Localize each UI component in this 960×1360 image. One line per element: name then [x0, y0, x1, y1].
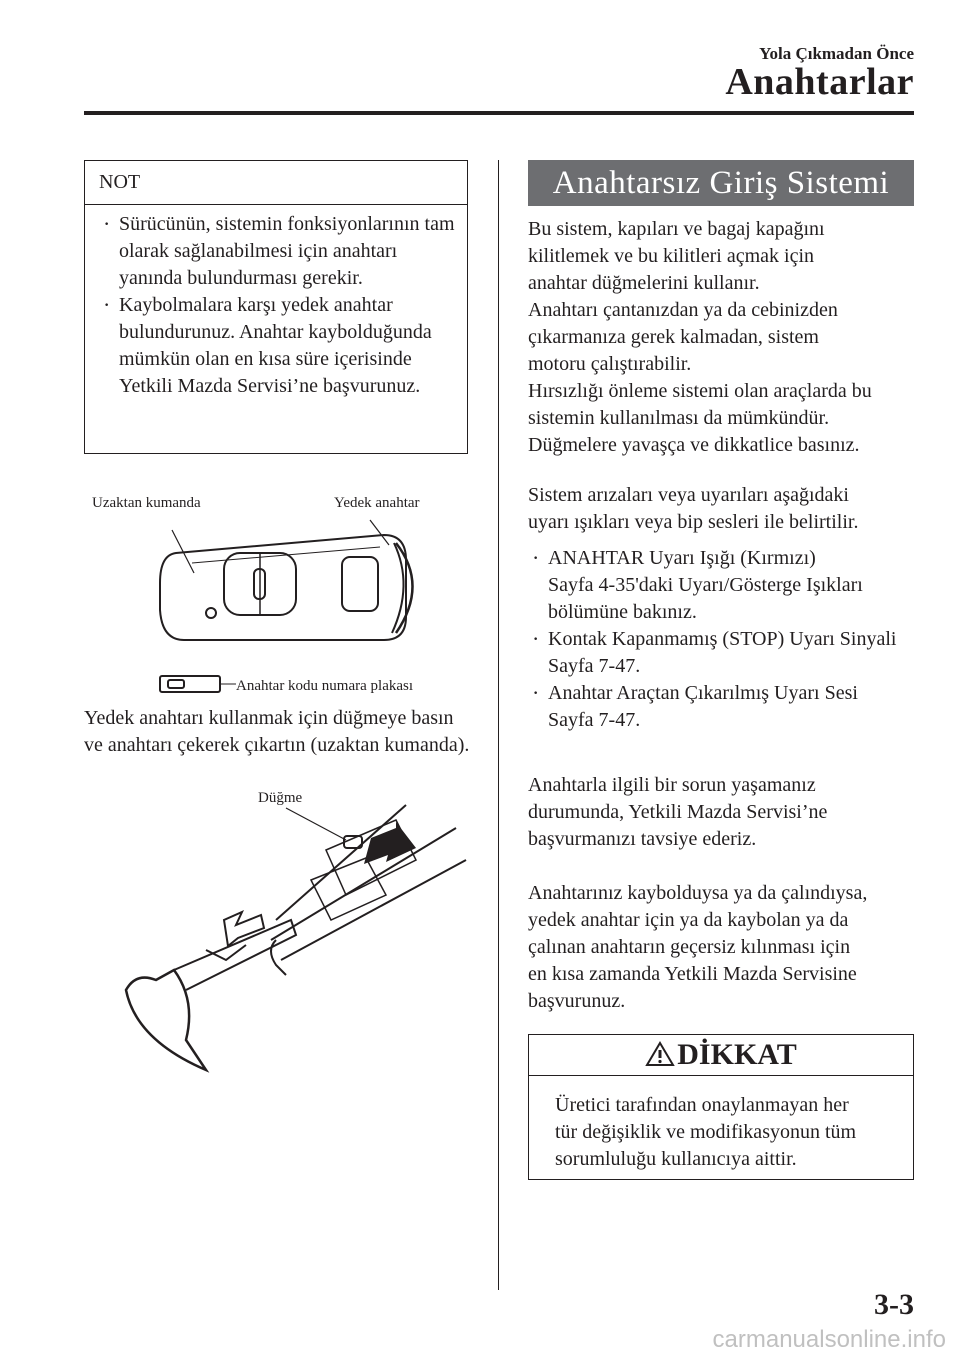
warning-signals-list [528, 545, 914, 734]
problem-paragraph: Anahtarla ilgili bir sorun yaşamanız durumunda, Yetkili Mazda Servisi’ne başvurmanızı tavsiye ederiz. [528, 774, 828, 850]
list-item [528, 626, 914, 680]
caution-body: Üretici tarafından onaylanmayan her tür değişiklik ve modifikasyonun tüm sorumluluğu kullanıcıya aittir. [555, 1094, 857, 1170]
spare-key-removal-illustration [96, 800, 476, 1100]
warning-signals-intro: Sistem arızaları veya uyarıları aşağıdaki uyarı ışıkları veya bip sesleri ile belirtilir. [528, 484, 859, 533]
spare-key-instruction: Yedek anahtarı kullanmak için düğmeye basın ve anahtarı çekerek çıkartın (uzaktan kumanda). [84, 707, 470, 756]
chapter-title: Yola Çıkmadan Önce [759, 44, 914, 63]
label-key-code-plate: Anahtar kodu numara plakası [236, 678, 414, 694]
remote-key-illustration [84, 505, 484, 705]
page-reference-link[interactable]: Sayfa 7-47. [548, 655, 641, 677]
list-item [528, 545, 914, 626]
list-item [528, 680, 914, 734]
label-remote: Uzaktan kumanda [92, 495, 201, 511]
label-button: Düğme [258, 790, 303, 806]
label-spare-key: Yedek anahtar [334, 495, 420, 511]
caution-heading [529, 1035, 913, 1076]
footer-watermark: carmanualsonline.info [712, 1326, 946, 1353]
header-rule [84, 111, 914, 115]
note-item: · Kaybolmalara karşı yedek anahtar bulundurunuz. Anahtar kaybolduğunda mümkün olan en kısa süre içerisinde Yetkili Mazda Servisi’ne başvurunuz. [99, 292, 457, 400]
list-item-title: · Anahtar Araçtan Çıkarılmış Uyarı Sesi [548, 682, 858, 704]
page-reference-link[interactable]: Sayfa 4-35'daki Uyarı/Gösterge Işıkları bölümüne bakınız. [548, 574, 863, 623]
list-item-title: · ANAHTAR Uyarı Işığı (Kırmızı) [548, 547, 816, 569]
key-code-plate-icon [156, 672, 236, 698]
lost-key-paragraph: Anahtarınız kaybolduysa ya da çalındıysa, yedek anahtar için ya da kaybolan ya da çalınan anahtarın geçersiz kılınması için en kısa zamanda Yetkili Mazda Servisine başvurunuz. [528, 882, 868, 1012]
page-title: Anahtarlar [725, 61, 914, 103]
section-intro: Bu sistem, kapıları ve bagaj kapağını kilitlemek ve bu kilitleri açmak için anahtar düğmelerini kullanır. Anahtarı çantanızdan ya da cebinizden çıkarmanıza gerek kalmadan, sistem motoru çalıştırabilir. Hırsızlığı önleme sistemi olan araçlarda bu sistemin kullanılması da mümkündür. Düğmelere yavaşça ve dikkatlice basınız. [528, 218, 872, 456]
page-number: 3-3 [874, 1288, 914, 1321]
list-item-title: · Kontak Kapanmamış (STOP) Uyarı Sinyali [548, 628, 897, 650]
note-heading: NOT [85, 161, 467, 205]
warning-triangle-icon [645, 1041, 675, 1067]
page-reference-link[interactable]: Sayfa 7-47. [548, 709, 641, 731]
section-title-banner: Anahtarsız Giriş Sistemi [528, 160, 914, 206]
caution-box [528, 1034, 914, 1180]
caution-heading-text: DİKKAT [677, 1038, 797, 1071]
note-box [84, 160, 468, 454]
note-item: · Sürücünün, sistemin fonksiyonlarının tam olarak sağlanabilmesi için anahtarı yanında bulundurması gerekir. [99, 211, 457, 292]
column-divider [498, 160, 499, 1290]
